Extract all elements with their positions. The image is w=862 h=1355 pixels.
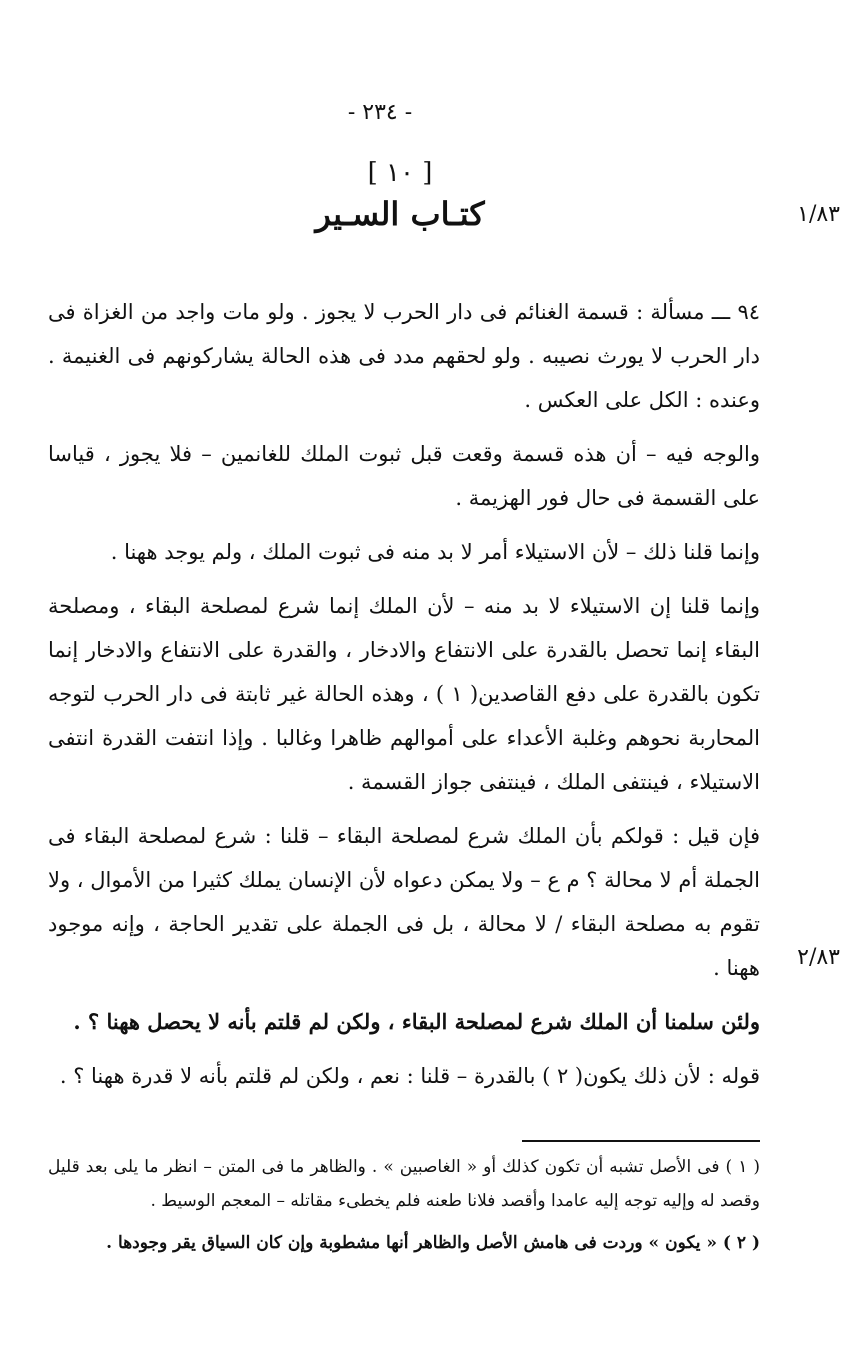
- page-number: - ٢٣٤ -: [347, 100, 413, 125]
- footnote-1: ( ١ ) فى الأصل تشبه أن تكون كذلك أو « الغاصبين » . والظاهر ما فى المتن – انظر ما يلى بعد قليل وقصد له وإليه توجه إليه عامدا وأقصد فلانا طعنه فلم يخطىء مقاتله – المعجم الوسيط .: [48, 1157, 761, 1211]
- paragraph-istila-explained: وإنما قلنا إن الاستيلاء لا بد منه – لأن الملك إنما شرع لمصلحة البقاء ، ومصلحة البقاء إنما تحصل بالقدرة على الانتفاع والادخار ، والقدرة على الانتفاع والادخار إنما تكون بالقدرة على دفع القاصدين( ١ ) ، وهذه الحالة غير ثابتة فى دار الحرب لتوجه المحاربة نحوهم وغلبة الأعداء على أموالهم ظاهرا وغالبا . وإذا انتفت القدرة انتفى الاستيلاء ، فينتفى الملك ، فينتفى جواز القسمة .: [48, 594, 760, 794]
- margin-reference-1: ١/٨٣: [797, 202, 840, 227]
- paragraph-reply: قوله : لأن ذلك يكون( ٢ ) بالقدرة – قلنا : نعم ، ولكن لم قلتم بأنه لا قدرة ههنا ؟ .: [59, 1064, 760, 1088]
- main-text: [48, 290, 760, 1108]
- paragraph-reasoning: والوجه فيه – أن هذه قسمة وقعت قبل ثبوت الملك للغانمين – فلا يجوز ، قياسا على القسمة فى حال فور الهزيمة .: [48, 442, 760, 510]
- chapter-number: [ ١٠ ]: [367, 158, 433, 188]
- paragraph-concession: ولئن سلمنا أن الملك شرع لمصلحة البقاء ، ولكن لم قلتم بأنه لا يحصل ههنا ؟ .: [73, 1009, 760, 1034]
- paragraph-issue-94: ٩٤ ـــ مسألة : قسمة الغنائم فى دار الحرب لا يجوز . ولو مات واجد من الغزاة فى دار الحرب لا يورث نصيبه . ولو لحقهم مدد فى هذه الحالة يشاركونهم فى الغنيمة . وعنده : الكل على العكس .: [48, 300, 760, 412]
- margin-reference-2: ٢/٨٣: [797, 945, 840, 970]
- footnotes: [48, 1150, 760, 1268]
- paragraph-istila: وإنما قلنا ذلك – لأن الاستيلاء أمر لا بد منه فى ثبوت الملك ، ولم يوجد ههنا .: [110, 540, 760, 564]
- paragraph-objection: فإن قيل : قولكم بأن الملك شرع لمصلحة البقاء – قلنا : شرع لمصلحة البقاء فى الجملة أم لا محالة ؟ م ع – ولا يمكن دعواه لأن الإنسان يملك كثيرا من الأموال ، ولا تقوم به مصلحة البقاء / لا محالة ، بل فى الجملة على تقدير الحاجة ، وإنه موجود ههنا .: [48, 824, 760, 980]
- footnote-divider: [522, 1140, 760, 1142]
- chapter-title: كتـاب السـير: [315, 195, 485, 233]
- footnote-2: ( ٢ ) « يكون » وردت فى هامش الأصل والظاهر أنها مشطوبة وإن كان السياق يقر وجودها .: [106, 1233, 760, 1253]
